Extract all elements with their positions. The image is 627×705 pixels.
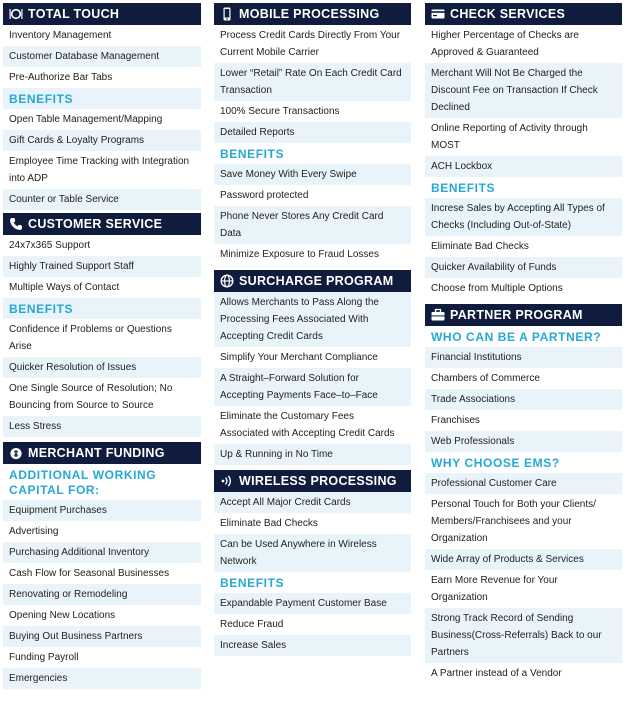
- benefits-heading: BENEFITS: [220, 576, 285, 590]
- list-item: Eliminate Bad Checks: [431, 241, 529, 252]
- column-3: [425, 0, 622, 684]
- list-item: Gift Cards & Loyalty Programs: [3, 130, 201, 151]
- list-item: Inventory Management: [9, 30, 112, 41]
- list-item: Save Money With Every Swipe: [214, 164, 411, 185]
- list-item: Reduce Fraud: [220, 619, 284, 630]
- list-item: Buying Out Business Partners: [3, 626, 201, 647]
- list-item: Online Reporting of Activity through MOST: [431, 123, 588, 151]
- list-item: Phone Never Stores Any Credit Card Data: [214, 206, 411, 244]
- check-services-header: [425, 3, 622, 25]
- customer-service-header: [3, 213, 201, 235]
- list-item: Advertising: [9, 526, 59, 537]
- check-services-title: CHECK SERVICES: [450, 6, 566, 21]
- list-item: Pre-Authorize Bar Tabs: [9, 72, 113, 83]
- list-item: Increase Sales: [214, 635, 411, 656]
- list-item: Financial Institutions: [425, 347, 622, 368]
- list-item: Wide Array of Products & Services: [425, 549, 622, 570]
- briefcase-icon: [431, 308, 445, 322]
- list-item: A Straight–Forward Solution for Accepting Payments Face–to–Face: [214, 368, 411, 406]
- list-item: Simplify Your Merchant Compliance: [220, 352, 378, 363]
- list-item: Password protected: [220, 190, 309, 201]
- why-heading: WHY CHOOSE EMS?: [431, 456, 560, 470]
- list-item: Accept All Major Credit Cards: [214, 492, 411, 513]
- mobile-processing-title: MOBILE PROCESSING: [239, 6, 380, 21]
- wireless-icon: [220, 474, 234, 488]
- list-item: Eliminate Bad Checks: [220, 518, 318, 529]
- list-item: Less Stress: [3, 416, 201, 437]
- list-item: Trade Associations: [425, 389, 622, 410]
- customer-service-title: CUSTOMER SERVICE: [28, 216, 163, 231]
- list-item: Chambers of Commerce: [431, 373, 540, 384]
- list-item: Confidence if Problems or Questions Arise: [9, 324, 172, 352]
- list-item: Emergencies: [3, 668, 201, 689]
- list-item: ACH Lockbox: [425, 156, 622, 177]
- merchant-funding-title: MERCHANT FUNDING: [28, 445, 165, 460]
- list-item: Up & Running in No Time: [214, 444, 411, 465]
- benefits-heading: BENEFITS: [220, 147, 285, 161]
- list-item: Process Credit Cards Directly From Your Current Mobile Carrier: [220, 30, 401, 58]
- list-item: 100% Secure Transactions: [220, 106, 340, 117]
- who-heading: WHO CAN BE A PARTNER?: [431, 330, 602, 344]
- list-item: Quicker Availability of Funds: [425, 257, 622, 278]
- list-item: Eliminate the Customary Fees Associated with Accepting Credit Cards: [220, 411, 395, 439]
- list-item: One Single Source of Resolution; No Bouncing from Source to Source: [9, 383, 173, 411]
- wireless-processing-title: WIRELESS PROCESSING: [239, 473, 397, 488]
- phone-icon: [9, 217, 23, 231]
- mobile-phone-icon: [220, 7, 234, 21]
- list-item: Cash Flow for Seasonal Businesses: [9, 568, 170, 579]
- column-2: [214, 0, 411, 656]
- list-item: Counter or Table Service: [3, 189, 201, 210]
- list-item: Choose from Multiple Options: [431, 283, 563, 294]
- benefits-heading: BENEFITS: [431, 181, 496, 195]
- list-item: Allows Merchants to Pass Along the Processing Fees Associated With Accepting Credit Cards: [214, 292, 411, 347]
- surcharge-program-header: [214, 270, 411, 292]
- total-touch-header: [3, 3, 201, 25]
- list-item: Multiple Ways of Contact: [9, 282, 120, 293]
- list-item: Funding Payroll: [9, 652, 79, 663]
- mobile-processing-header: [214, 3, 411, 25]
- funding-subheading: ADDITIONAL WORKING CAPITAL FOR:: [9, 468, 157, 497]
- list-item: Lower “Retail” Rate On Each Credit Card Transaction: [214, 63, 411, 101]
- wireless-processing-header: [214, 470, 411, 492]
- list-item: Open Table Management/Mapping: [9, 114, 163, 125]
- column-1: [3, 0, 201, 689]
- list-item: Equipment Purchases: [3, 500, 201, 521]
- money-bag-icon: [9, 446, 23, 460]
- partner-program-header: [425, 304, 622, 326]
- list-item: Merchant Will Not Be Charged the Discount Fee on Transaction If Check Declined: [425, 63, 622, 118]
- list-item: Increse Sales by Accepting All Types of Checks (Including Out-of-State): [425, 198, 622, 236]
- globe-icon: [220, 274, 234, 288]
- list-item: Can be Used Anywhere in Wireless Network: [214, 534, 411, 572]
- list-item: Franchises: [431, 415, 480, 426]
- partner-program-title: PARTNER PROGRAM: [450, 307, 583, 322]
- check-icon: [431, 7, 445, 21]
- list-item: Customer Database Management: [3, 46, 201, 67]
- total-touch-title: TOTAL TOUCH: [28, 6, 120, 21]
- list-item: Minimize Exposure to Fraud Losses: [220, 249, 379, 260]
- list-item: A Partner instead of a Vendor: [431, 668, 562, 679]
- surcharge-program-title: SURCHARGE PROGRAM: [239, 273, 394, 288]
- merchant-funding-header: [3, 442, 201, 464]
- benefits-heading: BENEFITS: [3, 88, 201, 109]
- list-item: Opening New Locations: [9, 610, 116, 621]
- benefits-heading: BENEFITS: [3, 298, 201, 319]
- list-item: Web Professionals: [425, 431, 622, 452]
- list-item: Strong Track Record of Sending Business(Cross-Referrals) Back to our Partners: [425, 608, 622, 663]
- list-item: Renovating or Remodeling: [3, 584, 201, 605]
- list-item: Higher Percentage of Checks are Approved & Guaranteed: [431, 30, 579, 58]
- list-item: Personal Touch for Both your Clients/ Members/Franchisees and your Organization: [431, 499, 596, 544]
- list-item: Professional Customer Care: [425, 473, 622, 494]
- list-item: Quicker Resolution of Issues: [3, 357, 201, 378]
- list-item: Expandable Payment Customer Base: [214, 593, 411, 614]
- list-item: Purchasing Additional Inventory: [3, 542, 201, 563]
- list-item: Highly Trained Support Staff: [3, 256, 201, 277]
- list-item: Detailed Reports: [214, 122, 411, 143]
- list-item: Employee Time Tracking with Integration into ADP: [9, 156, 190, 184]
- list-item: Earn More Revenue for Your Organization: [431, 575, 558, 603]
- dining-icon: [9, 7, 23, 21]
- list-item: 24x7x365 Support: [9, 240, 91, 251]
